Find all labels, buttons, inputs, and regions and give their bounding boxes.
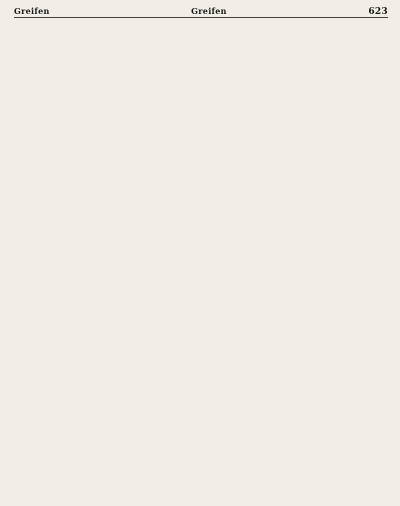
text-columns	[14, 22, 388, 498]
header-left-word: Greifen	[14, 6, 50, 16]
header-center-word: Greifen	[191, 6, 227, 16]
running-header	[14, 6, 388, 18]
left-column	[14, 22, 196, 498]
page-number: 623	[368, 7, 388, 17]
right-column	[206, 22, 388, 498]
